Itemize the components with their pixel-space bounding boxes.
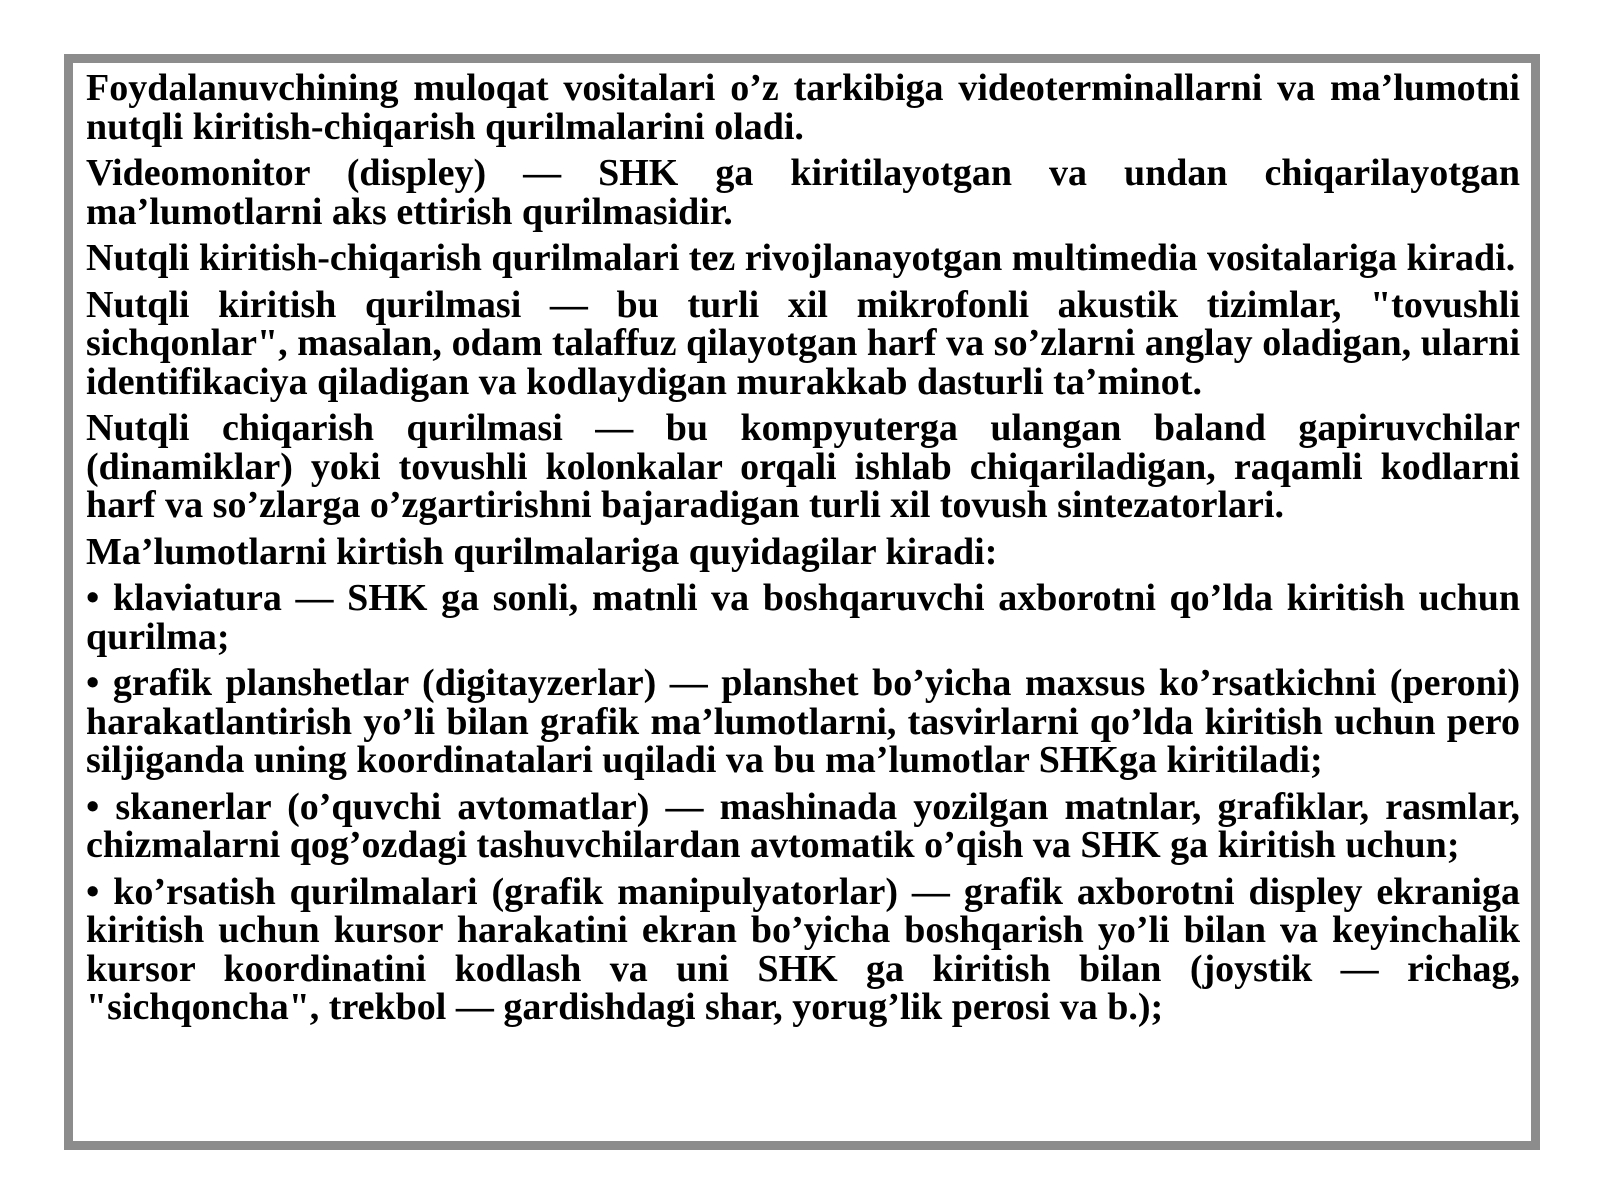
list-item-scanners: • skanerlar (o’quvchi avtomatlar) — mashinada yozilgan matnlar, grafiklar, rasmlar, chizmalarni qog’ozdagi tashuvchilardan avtomatik o’qish va SHK ga kiritish uchun; (86, 785, 1520, 866)
list-item-graphic-tablets: • grafik planshetlar (digitayzerlar) — planshet bo’yicha maxsus ko’rsatkichni (peroni) harakatlantirish yo’li bilan grafik ma’lumotlarni, tasvirlarni qo’lda kiritish uchun pero siljiganda uning koordinatalari uqiladi va bu ma’lumotlar SHKga kiritiladi; (86, 662, 1520, 781)
list-item-pointing-devices: • ko’rsatish qurilmalari (grafik manipulyatorlar) — grafik axborotni displey ekraniga kiritish uchun kursor harakatini ekran bo’yicha boshqarish yo’li bilan va keyinchalik kursor koordinatini kodlash va uni SHK ga kiritish bilan (joystik — richag, "sichqoncha", trekbol — gardishdagi shar, yorug’lik perosi va b.); (86, 870, 1520, 1028)
slide-frame (64, 54, 1540, 1150)
paragraph-speech-output: Nutqli chiqarish qurilmasi — bu kompyuterga ulangan baland gapiruvchilar (dinamiklar) yoki tovushli kolonkalar orqali ishlab chiqariladigan, raqamli kodlarni harf va so’zlarga o’zgartirishni bajaradigan turli xil tovush sintezatorlari. (86, 407, 1520, 526)
paragraph-videomonitor: Videomonitor (displey) — SHK ga kiritilayotgan va undan chiqarilayotgan ma’lumotlarni aks ettirish qurilmasidir. (86, 152, 1520, 233)
paragraph-speech-io: Nutqli kiritish-chiqarish qurilmalari tez rivojlanayotgan multimedia vositalariga kiradi. (86, 237, 1516, 279)
paragraph-input-devices-heading: Ma’lumotlarni kirtish qurilmalariga quyidagilar kiradi: (86, 530, 998, 573)
paragraph-intro: Foydalanuvchining muloqat vositalari o’z tarkibiga videoterminallarni va ma’lumotni nutqli kiritish-chiqarish qurilmalarini oladi. (86, 67, 1520, 148)
paragraph-speech-input: Nutqli kiritish qurilmasi — bu turli xil mikrofonli akustik tizimlar, "tovushli sichqonlar", masalan, odam talaffuz qilayotgan harf va so’zlarni anglay oladigan, ularni identifikaciya qiladigan va kodlaydigan murakkab dasturli ta’minot. (86, 283, 1520, 403)
text-body (86, 69, 1520, 1035)
list-item-keyboard: • klaviatura — SHK ga sonli, matnli va boshqaruvchi axborotni qo’lda kiritish uchun qurilma; (86, 577, 1520, 658)
